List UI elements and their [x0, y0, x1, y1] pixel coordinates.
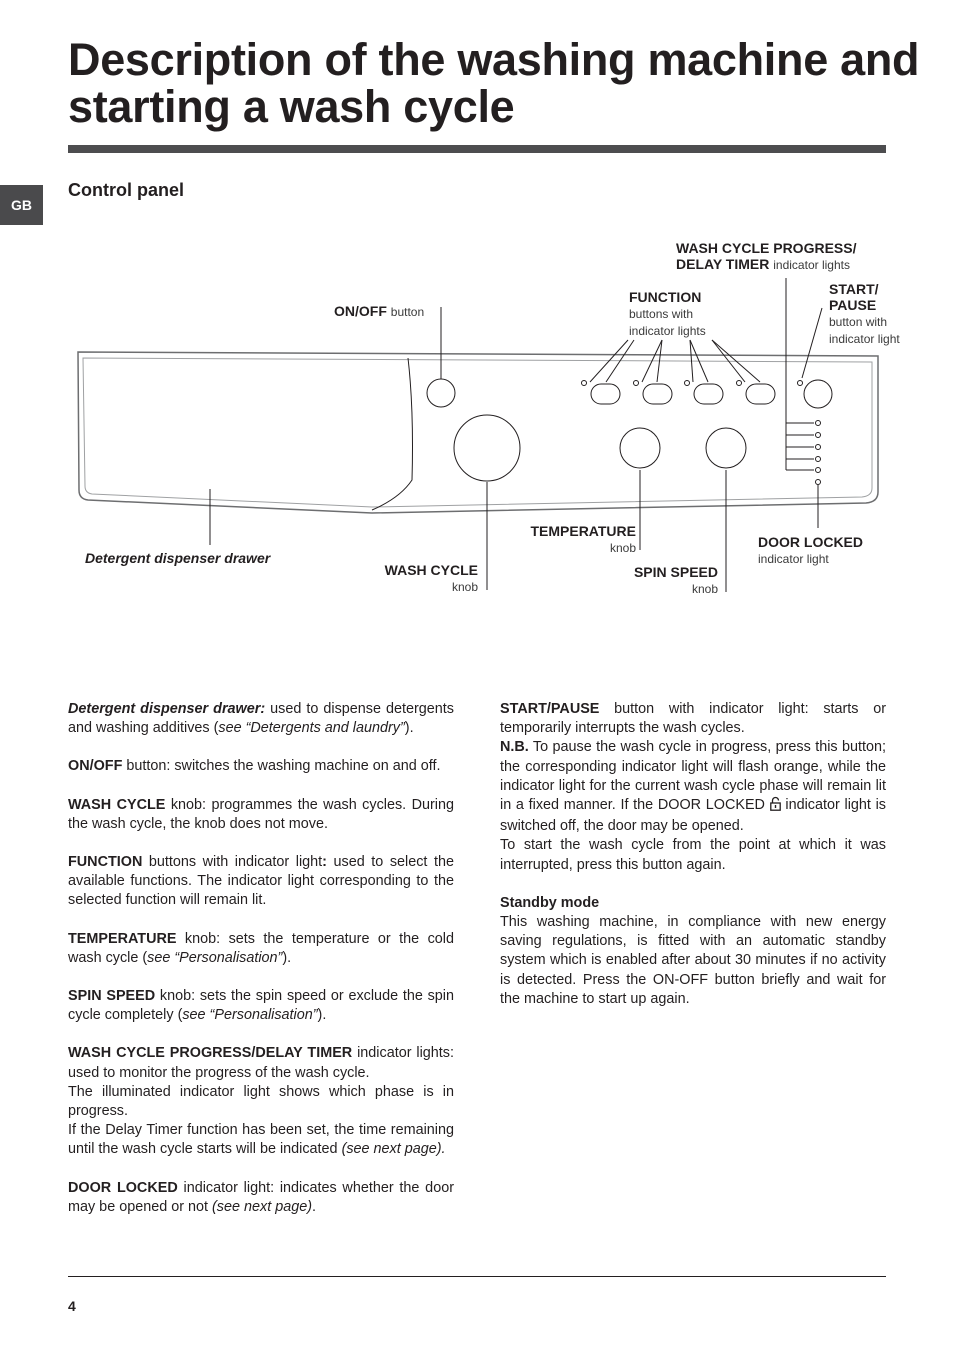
onoff-description: ON/OFF button: switches the washing machine on and off.	[68, 758, 441, 775]
right-column	[500, 700, 886, 1009]
temperature-label: TEMPERATURE knob	[530, 523, 636, 555]
nb-note: N.B. To pause the wash cycle in progress, press this button; the corresponding indicator light will flash orange, while the indicator light for the current wash cycle phase will remain lit in a fixed manner. If the DOOR LOCKED indicator light is switched off, the door may be opened.	[500, 739, 886, 835]
left-column	[68, 700, 454, 1236]
language-tab: GB	[0, 185, 43, 225]
page-title: Description of the washing machine and starting a wash cycle	[68, 34, 920, 132]
page-number: 4	[68, 1298, 76, 1314]
wash-cycle-description: WASH CYCLE knob: programmes the wash cycles. During the wash cycle, the knob does not move.	[68, 796, 454, 832]
drawer-label: Detergent dispenser drawer	[85, 550, 271, 566]
drawer-description: Detergent dispenser drawer: used to dispense detergents and washing additives (see “Detergents and laundry”).	[68, 701, 454, 737]
progress-label: WASH CYCLE PROGRESS/ DELAY TIMER indicator lights	[676, 240, 857, 272]
function-label: FUNCTION buttons with indicator lights	[629, 289, 706, 338]
padlock-icon	[770, 796, 781, 817]
progress-description-2: The illuminated indicator light shows which phase is in progress.	[68, 1083, 454, 1120]
title-rule	[68, 145, 886, 153]
wash-cycle-label: WASH CYCLE knob	[384, 562, 478, 594]
onoff-label: ON/OFF button	[334, 303, 425, 319]
spin-speed-label: SPIN SPEED knob	[633, 564, 718, 596]
standby-description: This washing machine, in compliance with new energy saving regulations, is fitted with an automatic standby system which is enabled after about 30 minutes if no activity is detected. Press the ON-OFF button briefly and wait for the machine to start up again.	[500, 914, 886, 1007]
restart-note: To start the wash cycle from the point at which it was interrupted, press this button again.	[500, 837, 886, 873]
function-description: FUNCTION buttons with indicator light: used to select the available functions. The indicator light corresponding to the selected function will remain lit.	[68, 854, 454, 909]
footer-rule	[68, 1276, 886, 1277]
start-pause-label: START/ PAUSE button with indicator light	[829, 281, 900, 346]
progress-description-3: If the Delay Timer function has been set, the time remaining until the wash cycle starts will be indicated (see next page).	[68, 1122, 454, 1158]
start-pause-description: START/PAUSE button with indicator light: starts or temporarily interrupts the wash cycles.	[500, 701, 886, 737]
spin-speed-description: SPIN SPEED knob: sets the spin speed or exclude the spin cycle completely (see “Personalisation”).	[68, 988, 454, 1024]
door-locked-description: DOOR LOCKED indicator light: indicates whether the door may be opened or not (see next page).	[68, 1179, 454, 1215]
control-panel-diagram	[0, 230, 954, 610]
temperature-description: TEMPERATURE knob: sets the temperature or the cold wash cycle (see “Personalisation”).	[68, 930, 454, 966]
progress-description: WASH CYCLE PROGRESS/DELAY TIMER indicator lights: used to monitor the progress of the wash cycle.	[68, 1045, 454, 1081]
door-locked-label: DOOR LOCKED indicator light	[758, 534, 863, 566]
standby-heading: Standby mode	[500, 894, 600, 911]
section-heading: Control panel	[68, 180, 184, 200]
